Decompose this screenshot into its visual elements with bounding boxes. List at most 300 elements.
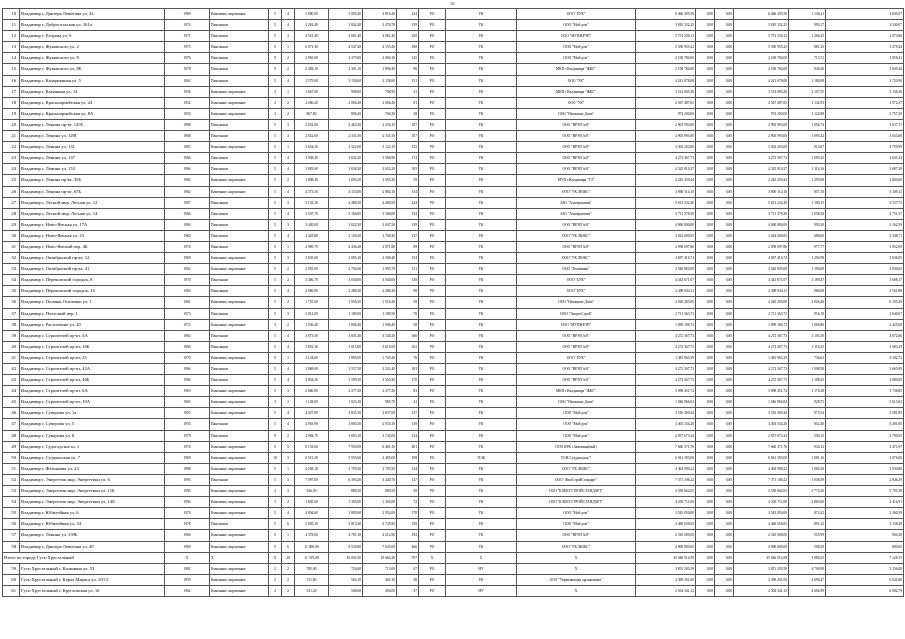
cell-year: 1968 <box>165 119 210 130</box>
cell-other: 0,00 <box>715 275 734 286</box>
cell-area-living: 1 895,00 <box>329 352 363 363</box>
table-row <box>3 474 904 485</box>
cell-year: 1952 <box>165 97 210 108</box>
cell-material: Каменные, кирпичные <box>210 97 269 108</box>
cell-max: 3 940,65 <box>826 264 904 275</box>
cell-n: 48 <box>3 430 20 441</box>
cell-owner: УК <box>446 219 517 230</box>
cell-area-total: 5 690,90 <box>295 9 329 20</box>
cell-n: 53 <box>3 486 20 497</box>
cell-floors: 3 <box>269 486 282 497</box>
cell-own: 3 545 050,00 <box>734 508 789 519</box>
cell-own: 1 481 963,39 <box>734 352 789 363</box>
cell-max: 6 041,80 <box>826 574 904 585</box>
cell-owner: УК <box>446 153 517 164</box>
cell-cost-total: 2 100 784,00 <box>636 53 696 64</box>
cell-floors: 5 <box>269 474 282 485</box>
cell-entrances: 6 <box>282 541 295 552</box>
table-row <box>3 508 904 519</box>
cell-entrances: 4 <box>282 286 295 297</box>
cell-material: Панельные <box>210 131 269 142</box>
cell-material: X <box>210 552 269 563</box>
cell-owner: НУ <box>446 563 517 574</box>
cell-other: 0,00 <box>715 552 734 563</box>
cell-own: 2 498 944,11 <box>734 286 789 297</box>
cell-manager: ЗАО "Альтернатива" <box>517 197 636 208</box>
total-row <box>3 552 904 563</box>
cell-max: 3 561,88 <box>826 286 904 297</box>
table-row <box>3 452 904 463</box>
cell-n: 38 <box>3 319 20 330</box>
cell-area-total: 3 635,60 <box>295 253 329 264</box>
cell-owner: УК <box>446 175 517 186</box>
cell-subsidy: 0,00 <box>696 386 715 397</box>
cell-entrances: 1 <box>282 142 295 153</box>
cell-area-total: 1 036,40 <box>295 319 329 330</box>
cell-area-living: 7 950,00 <box>329 441 363 452</box>
cell-address: Владимир г, Ленина ул, 153 <box>20 164 165 175</box>
cell-n: 35 <box>3 286 20 297</box>
cell-area-living: 1 180,50 <box>329 308 363 319</box>
cell-subsidy: 0,00 <box>696 42 715 53</box>
cell-area-total: 3 634,20 <box>295 142 329 153</box>
cell-area-living: 724,60 <box>329 563 363 574</box>
cell-cost-total: 4 460 656,05 <box>636 519 696 530</box>
cell-area-total: 4 027,00 <box>295 408 329 419</box>
cell-owner: УК <box>446 186 517 197</box>
cell-subsidy: 0,00 <box>696 375 715 386</box>
cell-cost-total: 4 203 711,00 <box>636 497 696 508</box>
cell-other: 0,00 <box>715 86 734 97</box>
cell-entrances: 1 <box>282 530 295 541</box>
cell-max: 3 058,41 <box>826 53 904 64</box>
cell-material: Каменные, кирпичные <box>210 463 269 474</box>
cell-other: 0,00 <box>715 386 734 397</box>
cell-other: 0,00 <box>715 308 734 319</box>
cell-form: РО <box>419 563 446 574</box>
cell-floors: 9 <box>269 352 282 363</box>
cell-material: Панельные <box>210 219 269 230</box>
cell-area-total: 4 004,60 <box>295 508 329 519</box>
cell-own: 4 697 416,74 <box>734 253 789 264</box>
cell-subsidy: 0,00 <box>696 397 715 408</box>
cell-cost-total: 3 851 203,59 <box>636 563 696 574</box>
cell-max: 904,38 <box>826 530 904 541</box>
cell-owner: УК <box>446 208 517 219</box>
cell-year: 1960 <box>165 286 210 297</box>
cell-cost-total: 3 302 203,00 <box>636 142 696 153</box>
cell-area-living: 3 805,10 <box>329 253 363 264</box>
cell-owner: УК <box>446 375 517 386</box>
cell-residents: 89 <box>397 241 419 252</box>
cell-material: Каменные, кирпичные <box>210 541 269 552</box>
cell-other: 0,00 <box>715 153 734 164</box>
cell-n: 60 <box>3 574 20 585</box>
cell-address: Владимир г, Суворова ул, 1а <box>20 408 165 419</box>
cell-floors: 5 <box>269 364 282 375</box>
cell-area-res: 4 212,90 <box>363 530 397 541</box>
cell-entrances: 4 <box>282 208 295 219</box>
cell-other: 0,00 <box>715 75 734 86</box>
cell-max: 3 757,20 <box>826 108 904 119</box>
cell-residents: 466 <box>397 541 419 552</box>
cell-subsidy: 0,00 <box>696 97 715 108</box>
cell-residents: 290 <box>397 42 419 53</box>
cell-per-m2: 1 294,98 <box>789 253 826 264</box>
cell-floors: 5 <box>269 408 282 419</box>
cell-entrances: 2 <box>282 563 295 574</box>
cell-own: 2 711 363,73 <box>734 308 789 319</box>
cell-max: 3 076,06 <box>826 452 904 463</box>
cell-owner: УК <box>446 364 517 375</box>
cell-address: Владимир г, Строителей пр-кт, 10А <box>20 397 165 408</box>
cell-form: РО <box>419 375 446 386</box>
cell-address: Владимир г, Жуковского ул, 2 <box>20 42 165 53</box>
cell-area-res: 1 006,40 <box>363 319 397 330</box>
cell-area-total: 11 000,00 <box>295 541 329 552</box>
cell-manager: ООО "ВРЭП №9" <box>517 364 636 375</box>
cell-max: 3 672,66 <box>826 330 904 341</box>
cell-owner: УК <box>446 419 517 430</box>
cell-subsidy: 0,00 <box>696 64 715 75</box>
cell-residents: 178 <box>397 508 419 519</box>
cell-address: Владимир г, Строителей пр-кт, 46Б <box>20 375 165 386</box>
cell-area-total: 1 605,00 <box>295 497 329 508</box>
cell-subsidy: 0,00 <box>696 352 715 363</box>
cell-max: 3 281,85 <box>826 419 904 430</box>
cell-n: 50 <box>3 452 20 463</box>
cell-max: 3 640,57 <box>826 9 904 20</box>
cell-per-m2: 1 196,09 <box>789 264 826 275</box>
cell-material: Каменные, кирпичные <box>210 585 269 596</box>
cell-material: Панельные <box>210 275 269 286</box>
cell-owner: УК <box>446 86 517 97</box>
cell-area-res: 3 476,70 <box>363 20 397 31</box>
cell-area-res: 766,20 <box>363 108 397 119</box>
cell-subsidy: 0,00 <box>696 153 715 164</box>
cell-manager: ООО "ВРЭП №9" <box>517 530 636 541</box>
cell-max: 3 683,29 <box>826 341 904 352</box>
cell-area-living: 2 066,20 <box>329 97 363 108</box>
cell-owner: УК <box>446 508 517 519</box>
cell-n: 55 <box>3 508 20 519</box>
cell-area-total: 3 854,30 <box>295 375 329 386</box>
cell-year: 1984 <box>165 175 210 186</box>
cell-subsidy: 0,00 <box>696 508 715 519</box>
cell-entrances: 4 <box>282 419 295 430</box>
cell-material: Каменные, кирпичные <box>210 486 269 497</box>
cell-form: РО <box>419 519 446 530</box>
cell-area-res: 1 896,40 <box>363 64 397 75</box>
cell-manager: ООО "Мой дом" <box>517 408 636 419</box>
cell-area-res: 2 071,80 <box>363 241 397 252</box>
cell-own: 1 046 966,04 <box>734 397 789 408</box>
cell-n: 33 <box>3 264 20 275</box>
cell-floors: 9 <box>269 441 282 452</box>
cell-address: Владимир г, Перекопский городок, 8 <box>20 275 165 286</box>
cell-area-res: 2 306,40 <box>363 253 397 264</box>
cell-per-m2: 1 116,35 <box>789 341 826 352</box>
cell-cost-total: 3 516 369,44 <box>636 408 696 419</box>
cell-cost-total: 4 060 800,00 <box>636 219 696 230</box>
table-row <box>3 42 904 53</box>
cell-max: 3 687,39 <box>826 164 904 175</box>
cell-material: Панельные <box>210 119 269 130</box>
cell-cost-total: 3 024 600,05 <box>636 230 696 241</box>
cell-per-m2: 1 184,99 <box>789 75 826 86</box>
cell-manager: ООО "ЖилСтройСтандарт" <box>517 474 636 485</box>
cell-per-m2: 1 058,28 <box>789 208 826 219</box>
cell-year: 1979 <box>165 430 210 441</box>
cell-other: 0,00 <box>715 108 734 119</box>
cell-max: 3 260,59 <box>826 508 904 519</box>
cell-floors: 9 <box>269 541 282 552</box>
cell-other: 0,00 <box>715 253 734 264</box>
cell-area-res: 3 540,20 <box>363 330 397 341</box>
cell-per-m2: 2 865,60 <box>789 497 826 508</box>
cell-area-total: 3 507,70 <box>295 208 329 219</box>
cell-owner: УК <box>446 42 517 53</box>
cell-manager: ООО "Мой дом" <box>517 508 636 519</box>
cell-own: 1 099 186,72 <box>734 319 789 330</box>
cell-form: РО <box>419 108 446 119</box>
table-row <box>3 175 904 186</box>
cell-manager: МУП г.Владимира "УЗ" <box>517 175 636 186</box>
cell-own: 4 460 656,05 <box>734 519 789 530</box>
cell-n: 18 <box>3 97 20 108</box>
cell-per-m2: 881,35 <box>789 42 826 53</box>
cell-residents: 139 <box>397 419 419 430</box>
cell-cost-total: 4 272 367,73 <box>636 153 696 164</box>
cell-other: 0,00 <box>715 508 734 519</box>
cell-cost-total: 3 711 378,30 <box>636 208 696 219</box>
cell-area-total: 511,60 <box>295 574 329 585</box>
cell-material: Панельные <box>210 241 269 252</box>
cell-material: Панельные <box>210 20 269 31</box>
cell-per-m2: 4 706,99 <box>789 563 826 574</box>
cell-address: Владимир г, Перекопский городок, 14 <box>20 286 165 297</box>
cell-form: РО <box>419 463 446 474</box>
cell-max: 3 045,42 <box>826 64 904 75</box>
cell-area-res: 708,50 <box>363 86 397 97</box>
cell-address: Владимир г, Суздальская ул, 7 <box>20 452 165 463</box>
cell-year: 1964 <box>165 330 210 341</box>
cell-area-total: 785,00 <box>295 563 329 574</box>
cell-residents: 39 <box>397 486 419 497</box>
cell-manager: ООО "КЛЕКТСТРОЙСТАНДАРТ" <box>517 486 636 497</box>
cell-year: 1966 <box>165 164 210 175</box>
cell-own: 5 751 530,12 <box>734 31 789 42</box>
cell-max: 3 637,17 <box>826 119 904 130</box>
cell-per-m2: 686,60 <box>789 230 826 241</box>
cell-cost-total: 3 098 451,74 <box>636 386 696 397</box>
cell-per-m2: 1 038,59 <box>789 474 826 485</box>
cell-cost-total: 3 810 332,25 <box>636 20 696 31</box>
cell-residents: 159 <box>397 20 419 31</box>
cell-owner: УК <box>446 75 517 86</box>
cell-n: Итого по городу Гусь-Хрустальный <box>3 552 165 563</box>
cell-entrances: 4 <box>282 20 295 31</box>
cell-subsidy: 0,00 <box>696 253 715 264</box>
cell-area-total: 6 515,20 <box>295 452 329 463</box>
cell-per-m2: 1 094,74 <box>789 119 826 130</box>
cell-cost-total: 4 404 990,22 <box>636 463 696 474</box>
cell-subsidy: 0,00 <box>696 197 715 208</box>
cell-year: 1966 <box>165 153 210 164</box>
cell-manager: МКП г.Владимира "ЖКС" <box>517 64 636 75</box>
cell-address: Владимир г, Егорова ул, 6 <box>20 31 165 42</box>
cell-area-living: 3 842,40 <box>329 20 363 31</box>
cell-year: 1955 <box>165 408 210 419</box>
cell-owner: УК <box>446 230 517 241</box>
table-row <box>3 397 904 408</box>
table-row <box>3 375 904 386</box>
cell-year: 1969 <box>165 219 210 230</box>
cell-per-m2: 995,20 <box>789 219 826 230</box>
cell-year: 1962 <box>165 75 210 86</box>
cell-owner: УК <box>446 131 517 142</box>
cell-floors: 5 <box>269 197 282 208</box>
cell-residents: 72 <box>397 497 419 508</box>
cell-residents: 83 <box>397 386 419 397</box>
cell-area-total: 7 097,00 <box>295 474 329 485</box>
cell-manager: ООО "БУК" <box>517 352 636 363</box>
cell-manager: ООО "УК ЛЮКС" <box>517 230 636 241</box>
cell-owner: УК <box>446 286 517 297</box>
cell-cost-total: 1 099 186,72 <box>636 319 696 330</box>
cell-other: 0,00 <box>715 419 734 430</box>
cell-area-total: 1 808,40 <box>295 175 329 186</box>
cell-year: 1966 <box>165 208 210 219</box>
table-row <box>3 119 904 130</box>
cell-address: Гусь-Хрустальный г, Карла Маркса ул, 10/13 <box>20 574 165 585</box>
cell-floors: 9 <box>269 64 282 75</box>
cell-cost-total: 2 245 259,44 <box>636 175 696 186</box>
cell-own: 4 272 367,73 <box>734 330 789 341</box>
cell-area-total: 2 266,20 <box>295 97 329 108</box>
cell-owner: УК <box>446 541 517 552</box>
cell-area-total: 2 652,00 <box>295 119 329 130</box>
cell-own: 3 711 378,30 <box>734 208 789 219</box>
cell-entrances: 2 <box>282 175 295 186</box>
cell-area-living: 3 705,50 <box>329 463 363 474</box>
cell-residents: 107 <box>397 119 419 130</box>
cell-manager: ООО КРК г.Заменная(вый) <box>517 441 636 452</box>
table-row <box>3 53 904 64</box>
cell-form: РО <box>419 208 446 219</box>
table-row <box>3 31 904 42</box>
cell-area-living: 4 547,40 <box>329 42 363 53</box>
cell-entrances: 1 <box>282 397 295 408</box>
cell-entrances: 4 <box>282 508 295 519</box>
cell-floors: 5 <box>269 386 282 397</box>
cell-max: 3 162,59 <box>826 219 904 230</box>
cell-year: 1965 <box>165 142 210 153</box>
cell-per-m2: 1 085,43 <box>789 153 826 164</box>
cell-max: 3 640,67 <box>826 308 904 319</box>
cell-manager: ООО "УК ЛЮКС" <box>517 186 636 197</box>
cell-own: 4 272 367,73 <box>734 364 789 375</box>
cell-material: Панельные <box>210 230 269 241</box>
cell-cost-total: 4 241 078,08 <box>636 75 696 86</box>
cell-entrances: 1 <box>282 241 295 252</box>
cell-cost-total: 7 660 371,76 <box>636 441 696 452</box>
table-row <box>3 164 904 175</box>
cell-entrances: 5 <box>282 441 295 452</box>
cell-floors: 5 <box>269 230 282 241</box>
cell-subsidy: 0,00 <box>696 164 715 175</box>
cell-floors: 5 <box>269 330 282 341</box>
cell-material: Каменные, кирпичные <box>210 441 269 452</box>
cell-area-living: 1 305,00 <box>329 497 363 508</box>
cell-per-m2: 928,75 <box>789 397 826 408</box>
cell-own: 2 937 673,34 <box>734 430 789 441</box>
cell-own: 45 046 514,58 <box>734 552 789 563</box>
cell-residents: 797 <box>397 552 419 563</box>
cell-address: Владимир г, Юбилейная ул, 34 <box>20 519 165 530</box>
cell-residents: 134 <box>397 208 419 219</box>
cell-residents: 41 <box>397 397 419 408</box>
cell-material: Каменные, кирпичные <box>210 352 269 363</box>
cell-area-total: 8 153,60 <box>295 441 329 452</box>
cell-year: 1969 <box>165 541 210 552</box>
cell-subsidy: 0,00 <box>696 108 715 119</box>
cell-subsidy: 0,00 <box>696 452 715 463</box>
cell-area-res: 4 061,40 <box>363 31 397 42</box>
table-row <box>3 20 904 31</box>
cell-own: 2 903 993,00 <box>734 119 789 130</box>
cell-residents: 58 <box>397 297 419 308</box>
cell-cost-total: 3 800 114,10 <box>636 186 696 197</box>
cell-area-res: 880,50 <box>363 486 397 497</box>
table-row <box>3 131 904 142</box>
cell-floors: 5 <box>269 219 282 230</box>
cell-entrances: 2 <box>282 574 295 585</box>
cell-area-res: 3 615,00 <box>363 341 397 352</box>
cell-residents: 166 <box>397 330 419 341</box>
cell-area-living: 3 022,30 <box>329 219 363 230</box>
cell-form: РО <box>419 574 446 585</box>
cell-other: 0,00 <box>715 264 734 275</box>
cell-floors: 5 <box>269 9 282 20</box>
cell-residents: 147 <box>397 474 419 485</box>
cell-entrances: 1 <box>282 42 295 53</box>
cell-entrances: 3 <box>282 486 295 497</box>
cell-address: Владимир г, Красноармейская ул, 24 <box>20 97 165 108</box>
cell-area-living: 2 301,10 <box>329 64 363 75</box>
cell-subsidy: 0,00 <box>696 31 715 42</box>
cell-other: 0,00 <box>715 64 734 75</box>
cell-form: РО <box>419 219 446 230</box>
cell-area-res: 3 166,00 <box>363 208 397 219</box>
cell-year: 1966 <box>165 375 210 386</box>
cell-year: 1974 <box>165 20 210 31</box>
cell-subsidy: 0,00 <box>696 275 715 286</box>
cell-cost-total: 974 200,00 <box>636 108 696 119</box>
cell-own: 974 200,00 <box>734 108 789 119</box>
cell-max: 3 613,02 <box>826 397 904 408</box>
cell-area-res: 3 040,00 <box>363 275 397 286</box>
cell-other: 0,00 <box>715 197 734 208</box>
cell-other: 0,00 <box>715 230 734 241</box>
cell-owner: УК <box>446 142 517 153</box>
cell-subsidy: 0,00 <box>696 574 715 585</box>
cell-per-m2: 508,29 <box>789 541 826 552</box>
cell-other: 0,00 <box>715 286 734 297</box>
cell-area-total: 3 883,00 <box>295 164 329 175</box>
cell-own: 2 100 784,00 <box>734 64 789 75</box>
cell-form: РО <box>419 497 446 508</box>
